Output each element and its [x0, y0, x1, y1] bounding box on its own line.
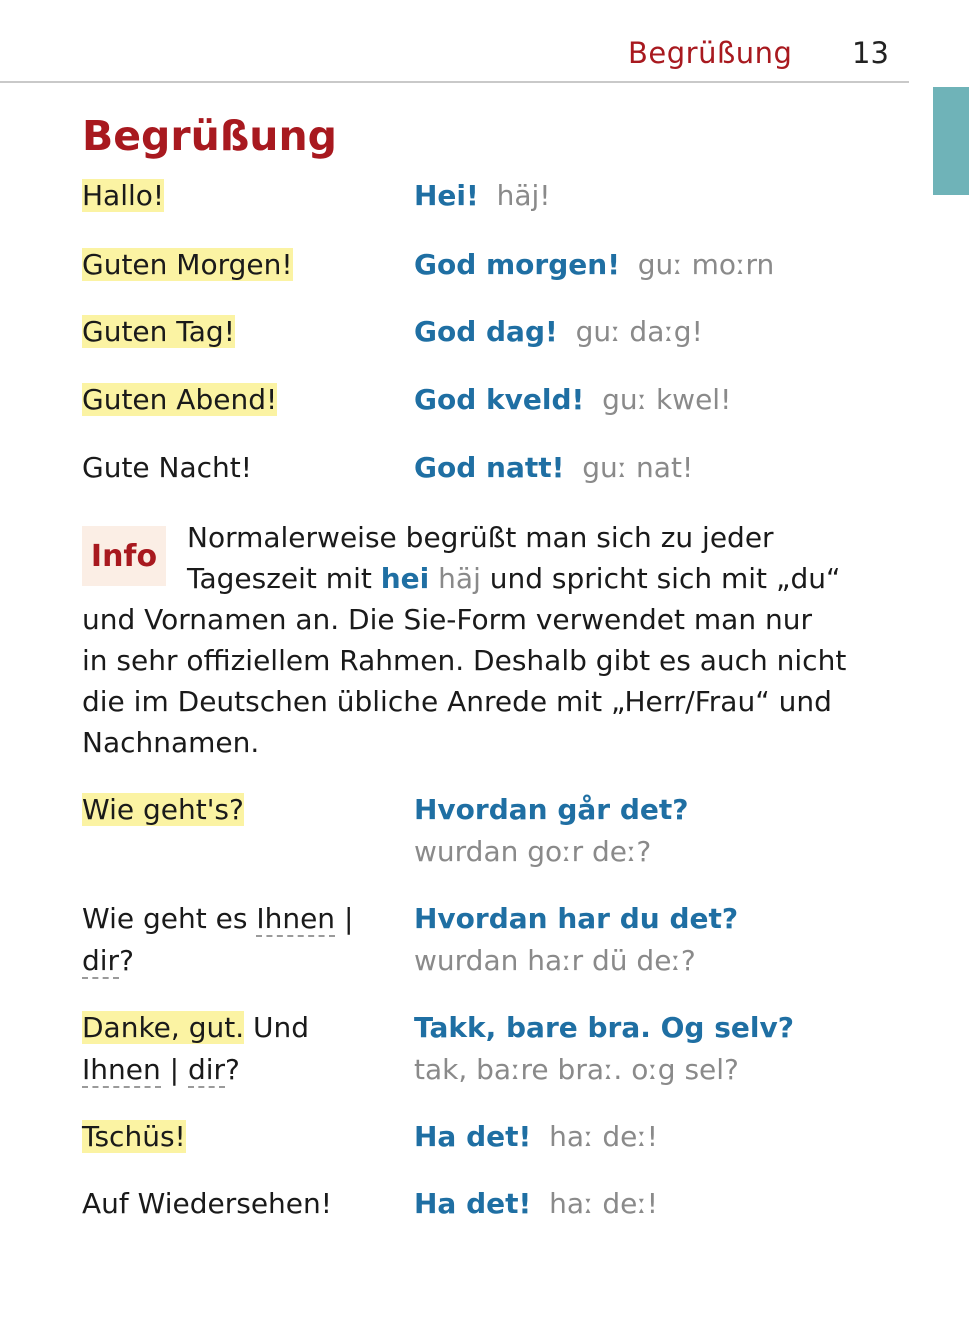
german-phrase: Guten Morgen!: [82, 248, 293, 281]
pronunciation: guː daːg!: [575, 315, 703, 348]
norwegian-phrase: Takk, bare bra. Og selv? tak, baːre braː. oːg sel?: [414, 1011, 794, 1086]
pronunciation: tak, baːre braː. oːg sel?: [414, 1053, 739, 1086]
german-phrase: Guten Abend!: [82, 383, 278, 416]
header-divider: [0, 81, 909, 83]
norwegian-phrase: Hei! häj!: [414, 179, 551, 212]
pronunciation: wurdan goːr deː?: [414, 835, 652, 868]
german-phrase: Tschüs!: [82, 1120, 186, 1153]
german-phrase: Hallo!: [82, 179, 165, 212]
norwegian-phrase: God natt! guː nat!: [414, 451, 694, 484]
pronunciation: guː kwel!: [602, 383, 732, 416]
norwegian-phrase: God dag! guː daːg!: [414, 315, 703, 348]
pronunciation: haː deː!: [549, 1187, 658, 1220]
info-paragraph: Normalerweise begrüßt man sich zu jeder Tageszeit mit hei häj und spricht sich mit „du“ und Vornamen an. Die Sie-Form verwendet man nur in sehr offiziellem Rahmen. Deshalb gibt es auch nicht die im Deutschen übliche Anrede mit „Herr/Frau“ und Nachnamen.: [82, 521, 847, 759]
page-number: 13: [852, 36, 889, 70]
norwegian-phrase: Ha det! haː deː!: [414, 1187, 658, 1220]
norwegian-phrase: God morgen! guː moːrn: [414, 248, 775, 281]
german-phrase: Danke, gut. Und Ihnen | dir?: [82, 1011, 310, 1086]
norwegian-phrase: Ha det! haː deː!: [414, 1120, 658, 1153]
german-phrase: Wie geht's?: [82, 793, 244, 826]
pronunciation: guː moːrn: [637, 248, 775, 281]
pronunciation: wurdan haːr dü deː?: [414, 944, 696, 977]
info-badge: Info: [82, 526, 166, 586]
pronunciation: haː deː!: [549, 1120, 658, 1153]
german-phrase: Gute Nacht!: [82, 451, 252, 484]
running-header-title: Begrüßung: [628, 36, 793, 70]
german-phrase: Guten Tag!: [82, 315, 235, 348]
norwegian-phrase: God kveld! guː kwel!: [414, 383, 732, 416]
german-phrase: Auf Wiedersehen!: [82, 1187, 333, 1220]
section-title: Begrüßung: [82, 112, 338, 160]
norwegian-phrase: Hvordan har du det? wurdan haːr dü deː?: [414, 902, 739, 977]
norwegian-phrase: Hvordan går det? wurdan goːr deː?: [414, 793, 689, 868]
german-phrase: Wie geht es Ihnen | dir?: [82, 902, 354, 977]
pronunciation: guː nat!: [582, 451, 694, 484]
chapter-thumb-tab: [933, 87, 969, 195]
pronunciation: häj!: [496, 179, 551, 212]
